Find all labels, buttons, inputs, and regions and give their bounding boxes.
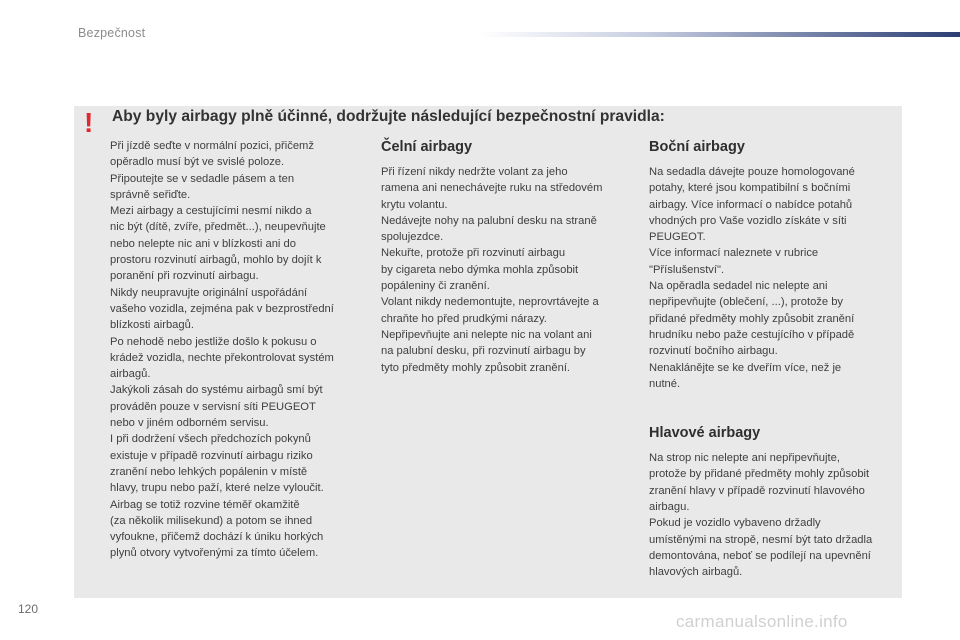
page-number: 120 xyxy=(18,602,39,616)
column-general xyxy=(110,136,366,562)
column-side-curtain-airbags xyxy=(649,136,901,581)
general-rules-text: Při jízdě seďte v normální pozici, přičemž opěradlo musí být ve svislé poloze. Připoutejte se v sedadle pásem a ten správně seřiďte. Mezi airbagy a cestujícími nesmí nikdo a nic být (dítě, zvíře, předmět...), neupevňujte nebo nelepte nic ani v blízkosti ani do prostoru rozvinutí airbagů, mohlo by dojít k poranění při rozvinutí airbagu. Nikdy neupravujte originální uspořádání vašeho vozidla, zejména pak v bezprostřední blízkosti airbagů. Po nehodě nebo jestliže došlo k pokusu o krádež vozidla, nechte překontrolovat systém airbagů. Jakýkoli zásah do systému airbagů smí být prováděn pouze v servisní síti PEUGEOT nebo v jiném odborném servisu. I při dodržení všech předchozích pokynů existuje v případě rozvinutí airbagu riziko zranění nebo lehkých popálenin v místě hlavy, trupu nebo paží, které nelze vyloučit. Airbag se totiž rozvine téměř okamžitě (za několik milisekund) a potom se ihned vyfoukne, přičemž dochází k úniku horkých plynů otvory vytvořenými za tímto účelem. xyxy=(110,140,334,560)
warning-icon: ! xyxy=(84,107,94,138)
curtain-airbags-heading: Hlavové airbagy xyxy=(649,425,761,442)
section-spacer xyxy=(649,392,901,422)
section-title: Bezpečnost xyxy=(78,26,146,40)
header-bar xyxy=(480,32,960,37)
watermark: carmanualsonline.info xyxy=(676,612,848,631)
curtain-airbags-text: Na strop nic nelepte ani nepřipevňujte, protože by přidané předměty mohly způsobit zranění hlavy v případě rozvinutí hlavového airbagu. Pokud je vozidlo vybaveno držadly umístěnými na stropě, nesmí být tato držadla demontována, neboť se podílejí na upevnění hlavových airbagů. xyxy=(649,452,873,579)
front-airbags-heading: Čelní airbagy xyxy=(381,139,473,155)
front-airbags-text: Při řízení nikdy nedržte volant za jeho ramena ani nenechávejte ruku na středovém krytu volantu. Nedávejte nohy na palubní desku na straně spolujezdce. Nekuřte, protože při rozvinutí airbagu by cigareta nebo dýmka mohla způsobit popáleniny či zranění. Volant nikdy nedemontujte, neprovrtávejte a chraňte ho před prudkými nárazy. Nepřipevňujte ani nelepte nic na volant ani na palubní desku, při rozvinutí airbagu by tyto předměty mohly způsobit zranění. xyxy=(381,166,603,374)
side-airbags-heading: Boční airbagy xyxy=(649,139,745,155)
side-airbags-text: Na sedadla dávejte pouze homologované potahy, které jsou kompatibilní s bočními airbagy. Více informací o nabídce potahů vhodných pro Vaše vozidlo získáte v síti PEUGEOT. Více informací naleznete v rubrice "Příslušenství". Na opěradla sedadel nic nelepte ani nepřipevňujte (oblečení, ...), protože by přidané předměty mohly způsobit zranění hrudníku nebo paže cestujícího v případě rozvinutí bočního airbagu. Nenaklánějte se ke dveřím více, než je nutné. xyxy=(649,166,855,390)
column-front-airbags xyxy=(381,136,631,376)
warning-heading: Aby byly airbagy plně účinné, dodržujte následující bezpečnostní pravidla: xyxy=(112,108,665,125)
